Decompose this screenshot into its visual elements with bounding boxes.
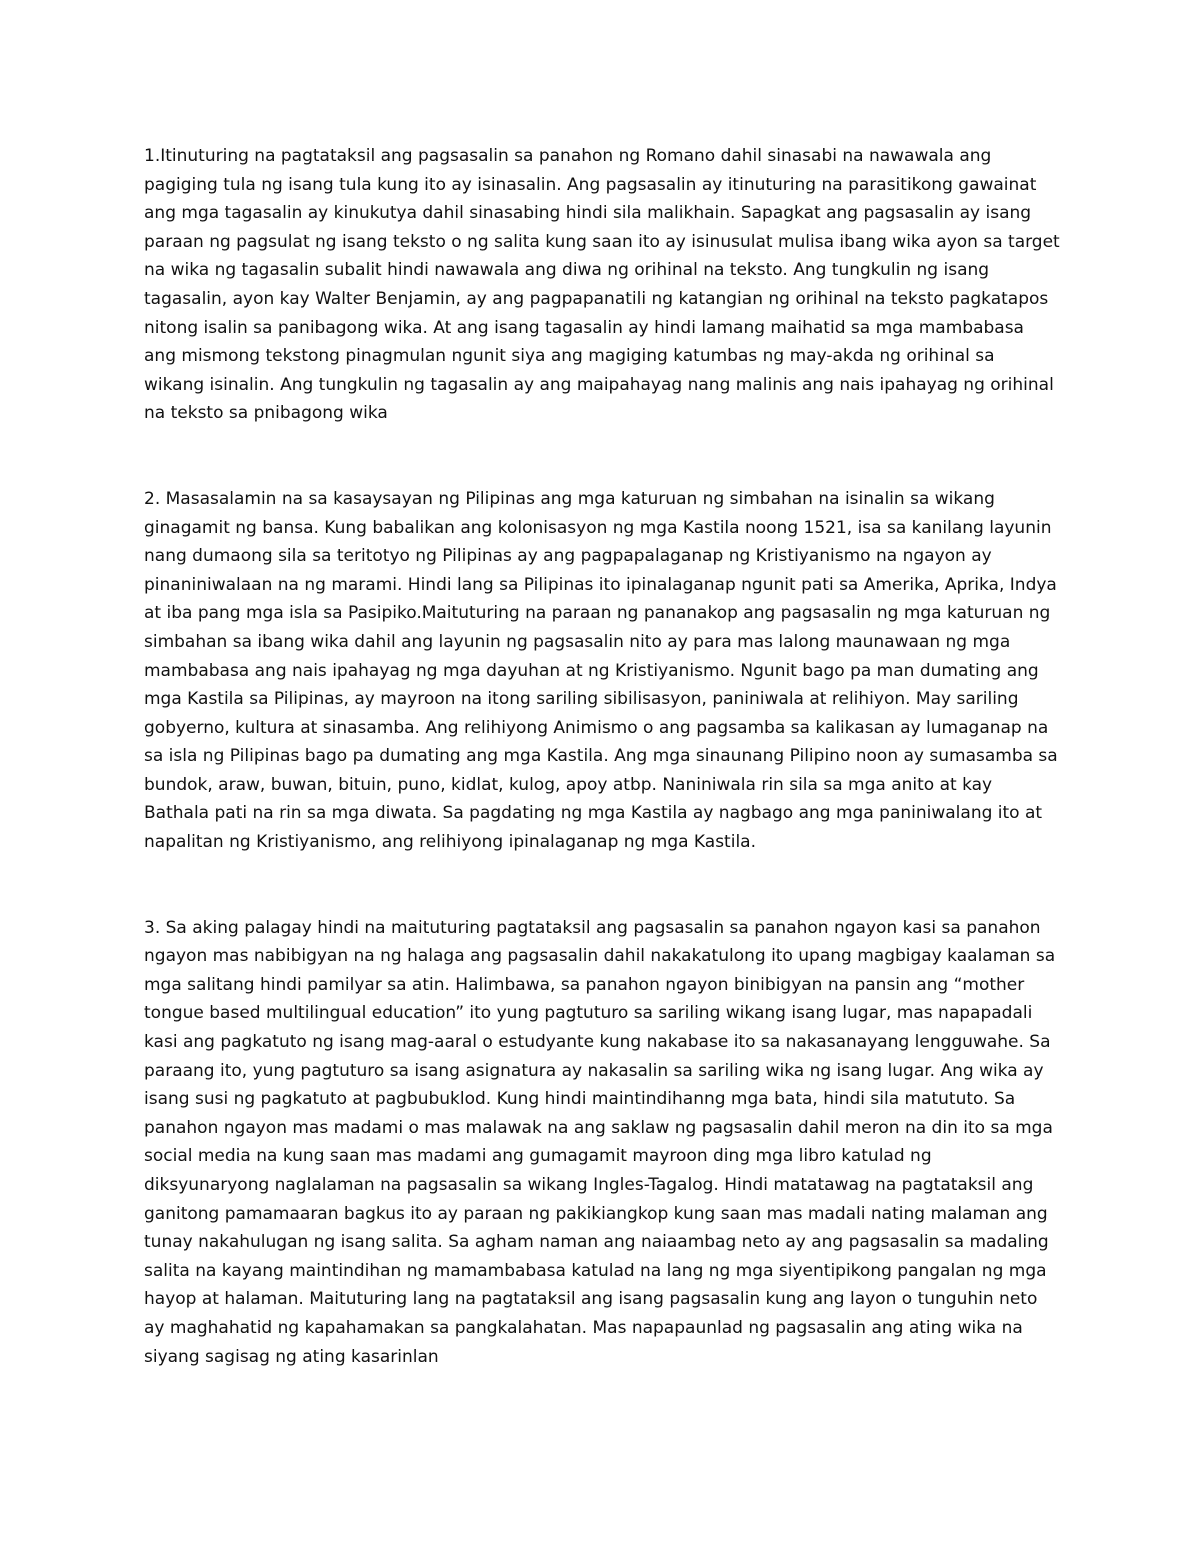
- paragraph-1: 1.Itinuturing na pagtataksil ang pagsasalin sa panahon ng Romano dahil sinasabi na nawawala ang pagiging tula ng isang tula kung ito ay isinasalin. Ang pagsasalin ay itinuturing na parasitikong gawainat ang mga tagasalin ay kinukutya dahil sinasabing hindi sila malikhain. Sapagkat ang pagsasalin ay isang paraan ng pagsulat ng isang teksto o ng salita kung saan ito ay isinusulat mulisa ibang wika ayon sa target na wika ng tagasalin subalit hindi nawawala ang diwa ng orihinal na teksto. Ang tungkulin ng isang tagasalin, ayon kay Walter Benjamin, ay ang pagpapanatili ng katangian ng orihinal na teksto pagkatapos nitong isalin sa panibagong wika. At ang isang tagasalin ay hindi lamang maihatid sa mga mambabasa ang mismong tekstong pinagmulan ngunit siya ang magiging katumbas ng may-akda ng orihinal sa wikang isinalin. Ang tungkulin ng tagasalin ay ang maipahayag nang malinis ang nais ipahayag ng orihinal na teksto sa pnibagong wika: [144, 146, 1060, 424]
- paragraph-2: 2. Masasalamin na sa kasaysayan ng Pilipinas ang mga katuruan ng simbahan na isinalin sa wikang ginagamit ng bansa. Kung babalikan ang kolonisasyon ng mga Kastila noong 1521, isa sa kanilang layunin nang dumaong sila sa teritotyo ng Pilipinas ay ang pagpapalaganap ng Kristiyanismo na ngayon ay pinaniniwalaan na ng marami. Hindi lang sa Pilipinas ito ipinalaganap ngunit pati sa Amerika, Aprika, Indya at iba pang mga isla sa Pasipiko.Maituturing na paraan ng pananakop ang pagsasalin ng mga katuruan ng simbahan sa ibang wika dahil ang layunin ng pagsasalin nito ay para mas lalong maunawaan ng mga mambabasa ang nais ipahayag ng mga dayuhan at ng Kristiyanismo. Ngunit bago pa man dumating ang mga Kastila sa Pilipinas, ay mayroon na itong sariling sibilisasyon, paniniwala at relihiyon. May sariling gobyerno, kultura at sinasamba. Ang relihiyong Animismo o ang pagsamba sa kalikasan ay lumaganap na sa isla ng Pilipinas bago pa dumating ang mga Kastila. Ang mga sinaunang Pilipino noon ay sumasamba sa bundok, araw, buwan, bituin, puno, kidlat, kulog, apoy atbp. Naniniwala rin sila sa mga anito at kay Bathala pati na rin sa mga diwata. Sa pagdating ng mga Kastila ay nagbago ang mga paniniwalang ito at napalitan ng Kristiyanismo, ang relihiyong ipinalaganap ng mga Kastila.: [144, 488, 1058, 853]
- paragraph-3: 3. Sa aking palagay hindi na maituturing pagtataksil ang pagsasalin sa panahon ngayon kasi sa panahon ngayon mas nabibigyan na ng halaga ang pagsasalin dahil nakakatulong ito upang magbigay kaalaman sa mga salitang hindi pamilyar sa atin. Halimbawa, sa panahon ngayon binibigyan na pansin ang “mother tongue based multilingual education” ito yung pagtuturo sa sariling wikang isang lugar, mas napapadali kasi ang pagkatuto ng isang mag-aaral o estudyante kung nakabase ito sa nakasanayang lengguwahe. Sa paraang ito, yung pagtuturo sa isang asignatura ay nakasalin sa sariling wika ng isang lugar. Ang wika ay isang susi ng pagkatuto at pagbubuklod. Kung hindi maintindihanng mga bata, hindi sila matututo. Sa panahon ngayon mas madami o mas malawak na ang saklaw ng pagsasalin dahil meron na din ito sa mga social media na kung saan mas madami ang gumagamit mayroon ding mga libro katulad ng diksyunaryong naglalaman na pagsasalin sa wikang Ingles-Tagalog. Hindi matatawag na pagtataksil ang ganitong pamamaaran bagkus ito ay paraan ng pakikiangkop kung saan mas madali nating malaman ang tunay nakahulugan ng isang salita. Sa agham naman ang naiaambag neto ay ang pagsasalin sa madaling salita na kayang maintindihan ng mamambabasa katulad na lang ng mga siyentipikong pangalan ng mga hayop at halaman. Maituturing lang na pagtataksil ang isang pagsasalin kung ang layon o tunguhin neto ay maghahatid ng kapahamakan sa pangkalahatan. Mas napapaunlad ng pagsasalin ang ating wika na siyang sagisag ng ating kasarinlan: [144, 917, 1056, 1367]
- document-body: [144, 142, 1060, 1371]
